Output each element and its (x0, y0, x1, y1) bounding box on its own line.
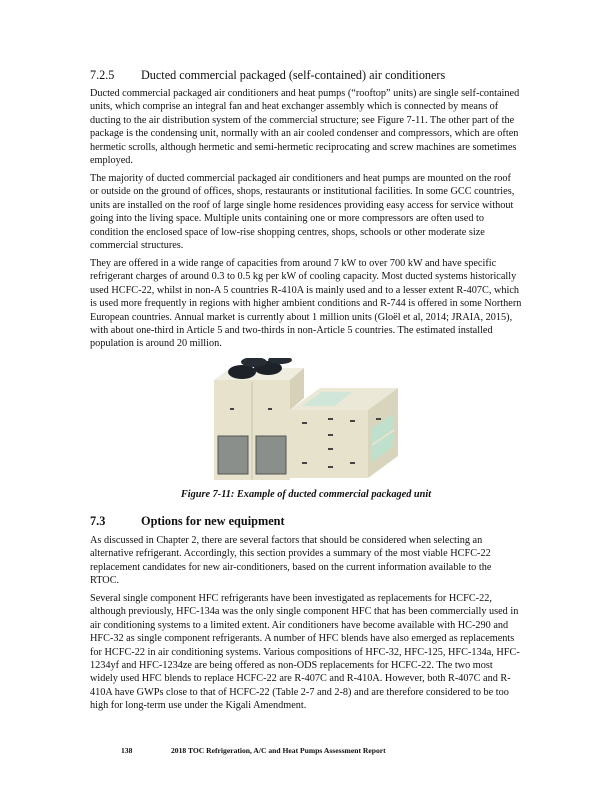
page-number: 138 (121, 746, 133, 755)
paragraph: Several single component HFC refrigerants have been investigated as replacements for HCFC-22, although previously, HFC-134a was the only single component HFC that has been commercially used in air conditioning systems to a limited extent. Air conditioners have become available with HC-290 and HFC-32 as single component refrigerants. A number of HFC blends have also emerged as replacements for HCFC-22 in air conditioning systems. Various compositions of HFC-32, HFC-125, HFC-134a, HFC-1234yf and HFC-1234ze are being offered as non-ODS replacements for HCFC-22. The two most widely used HFC blends to replace HCFC-22 are R-407C and R-410A. However, both R-407C and R-410A have GWPs close to that of HCFC-22 (Table 2-7 and 2-8) and are therefore considered to be too high for long-term use under the Kigali Amendment. (90, 593, 520, 712)
figure-image-rooftop-unit (202, 358, 412, 488)
section-heading-7-2-5 (90, 68, 445, 83)
section-title: Options for new equipment (141, 514, 285, 528)
report-title: 2018 TOC Refrigeration, A/C and Heat Pumps Assessment Report (171, 746, 386, 755)
paragraph: The majority of ducted commercial packaged air conditioners and heat pumps are mounted on the roof or outside on the ground of offices, shops, restaurants or institutional facilities. In some GCC countries, units are installed on the roof of large single home residences providing easy access for service without going into the living space. Multiple units containing one or more compressors are often used to condition the enclosed space of low-rise shopping centres, shops, schools or other moderate size commercial structures. (90, 173, 515, 252)
figure-caption: Figure 7-11: Example of ducted commercial packaged unit (180, 489, 432, 500)
paragraph: Ducted commercial packaged air conditioners and heat pumps (“rooftop” units) are single self-contained units, which comprise an integral fan and heat exchanger assembly which is connected by means of ducting to the air distribution system of the commercial structure; see Figure 7-11. The other part of the package is the condensing unit, normally with an air cooled condenser and compressors, which are often hermetic scrolls, although hermetic and semi-hermetic reciprocating and screw machines are sometimes employed. (90, 88, 520, 167)
section-title: Ducted commercial packaged (self-contained) air conditioners (141, 68, 446, 82)
page-footer (121, 746, 386, 755)
rooftop-unit-illustration (202, 358, 412, 488)
paragraph: They are offered in a wide range of capacities from around 7 kW to over 700 kW and have specific refrigerant charges of around 0.3 to 0.5 kg per kW of cooling capacity. Most ducted systems historically used HCFC-22, whilst in non-A 5 countries R-410A is mainly used and to a lesser extent R-407C, which is used more frequently in regions with higher ambient conditions and R-744 is offered in some Northern European countries. Annual market is currently about 1 million units (Gloël et al, 2014; JRAIA, 2015), with about one-third in Article 5 and two-thirds in non-Article 5 countries. The estimated installed population is around 20 million. (90, 258, 522, 350)
section-number: 7.3 (90, 514, 106, 528)
section-heading-7-3 (90, 514, 285, 529)
section-number: 7.2.5 (90, 68, 115, 82)
paragraph: As discussed in Chapter 2, there are several factors that should be considered when selecting an alternative refrigerant. Accordingly, this section provides a summary of the most viable HCFC-22 replacement candidates for new air-conditioners, based on the current information available to the RTOC. (90, 535, 492, 587)
